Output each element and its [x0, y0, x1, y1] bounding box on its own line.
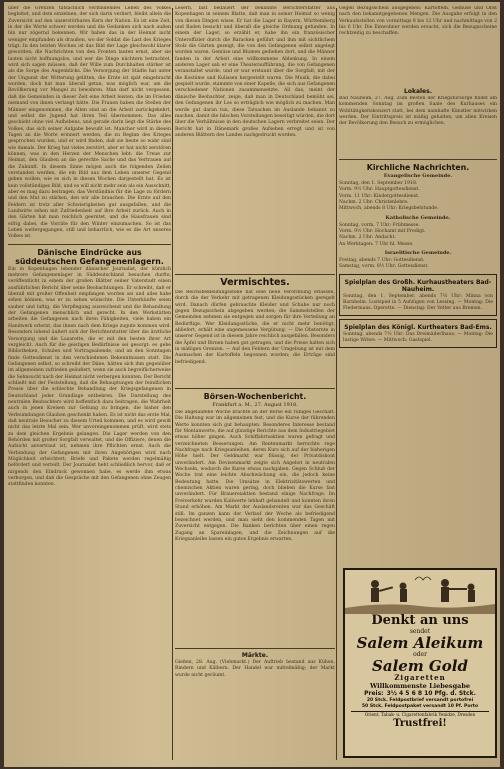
column-rule — [336, 8, 337, 760]
ad-prices: 3½ 4 5 6 8 10 Pfg. d. Stck. — [386, 690, 476, 697]
service-line: Samstag, vorm. 8½ Uhr: Gottesdienst. — [339, 264, 429, 270]
theater-listing-nauheim — [339, 274, 497, 316]
theater-headline: Spielplan des Großh. Kurhaustheaters Bad-Nauheim. — [344, 278, 492, 293]
service-line: Nachm. 2 Uhr: Christenlehre. — [339, 200, 409, 206]
service-line: Mittwoch, abends 8 Uhr: Kriegsbetstunde. — [339, 206, 439, 212]
soldiers-illustration — [345, 570, 495, 614]
ad-offer: 50 Stck. Feldpostpaket versandt 10 Pf. Porto — [361, 704, 479, 709]
divider — [339, 159, 497, 160]
headline-vermischtes: Vermischtes. — [220, 277, 290, 288]
newspaper-page — [4, 2, 500, 767]
article-text-vermischtes: Die Reichsbekleidungsstelle hat eine neue Verordnung erlassen, durch die der Verkehr mit getragenen Kleidungsstücken geregelt wird. Danach dürfen gebrauchte Kleider und Schuhe nur noch gegen Bezugsschein abgegeben werden; die Sammelstellen der Gemeinden nehmen sie entgegen und sorgen für ihre Verteilung an Bedürftige. Wer Kleidungsstücke, die er nicht mehr benötigt, abliefert, erhält eine angemessene Vergütung. — Die Obsternte in unserer Gegend ist in diesem Jahre reichlich ausgefallen. Besonders die Äpfel und Birnen haben gut getragen, und die Preise halten sich in mäßigen Grenzen. — Auf den Feldern der Umgebung ist mit dem Ausmachen der Kartoffeln begonnen worden; die Erträge sind befriedigend. — [175, 290, 335, 365]
subhead-evangelisch: Evangelische Gemeinde. — [383, 173, 453, 179]
headline-markt: Börsen-Wochenbericht. — [203, 392, 307, 401]
article-text-top: über die Grenzen tatsächlich verbindendes Leben des Volkes begleitet, und dem einzelnen, der sich darin verliert, bleibt allein die Zuversicht auf den unzerstörbaren Kern der Nation. Es ist eine Zeit, in der die Worte schwer werden und die Gedanken sich nach außen hin nur zögernd bekennen. Wir haben das in der Heimat nicht weniger empfunden als draußen, wo der Soldat die Last des Krieges trägt. In den letzten Wochen ist das Bild der Lage gleichwohl klarer geworden; die Nachrichten von den Fronten lauten ernst, aber sie lauten nicht hoffnungslos, und wer die Dinge nüchtern betrachtet, wird sich sagen müssen, daß der Wille zum Durchhalten stärker ist als die Sorge des Augenblicks. Die Versorgung der Städte hat unter der Ungunst der Witterung gelitten, die Ernte ist spät eingebracht worden, doch hat man überall getan, was möglich war, um die Bevölkerung vor Mangel zu bewahren. Man darf nicht vergessen, daß die Gemeinden in dieser Zeit eine Arbeit leisten, die im Frieden niemand von ihnen verlangt hätte. Die Frauen haben die Stellen der Männer eingenommen, die Alten sind an die Arbeit zurückgekehrt, und selbst die Jugend hat ihren Teil übernommen. Das alles geschieht ohne viel Aufhebens, und gerade darin liegt die Stärke des Volkes, das sich seiner Aufgabe bewußt ist. Mancher wird in diesen Tagen an die Worte erinnert werden, die zu Beginn des Krieges gesprochen wurden, und er wird finden, daß sie heute so wahr sind wie damals. Der Krieg hat vieles zerstört, aber er hat nicht zerstören können, was in den Herzen der Menschen lebt: die Treue zur Heimat, den Glauben an die gerechte Sache und das Vertrauen auf die Zukunft. In diesem Sinne mögen auch die folgenden Zeilen verstanden werden, die ein Bild aus dem Leben unserer Gegend geben wollen, wie es sich in diesen Wochen dargestellt hat. Es ist kein vollständiges Bild, und es will nicht mehr sein als ein Ausschnitt, aber es mag dazu beitragen, das Verständnis für die Lage zu fördern und den Mut zu stärken, den wir alle brauchen. Die Ernte auf den Feldern ist trotz aller Schwierigkeiten gut ausgefallen, und die Landwirte sehen mit Zufriedenheit auf ihre Arbeit zurück. Auch in den Gärten hat man reichlich geerntet, und die Hausfrauen sind eifrig dabei, die Vorräte für den Winter einzumachen. So ist das Leben weitergegangen, still und beharrlich, wie es die Art unseres Volkes ist. — [8, 6, 171, 240]
ad-slogan: Trustfrei! — [393, 718, 447, 729]
divider — [8, 244, 171, 245]
divider — [175, 388, 335, 389]
headline-maerkte: Märkte. — [241, 652, 269, 659]
ad-brand-aleikum: Salem Aleikum — [356, 634, 484, 652]
service-line: Freitag, abends 7 Uhr: Gottesdienst. — [339, 258, 425, 264]
service-list — [339, 223, 497, 248]
service-list — [339, 258, 497, 271]
column-right — [339, 6, 497, 763]
ad-product: Zigaretten — [394, 673, 446, 682]
subhead-katholisch: Katholische Gemeinde. — [385, 214, 451, 221]
theater-text: Sonntag, den 1. September, abends 7½ Uhr: Minna von Barnhelm. Lustspiel in 5 Aufzügen von Lessing. — Montag: Die Fledermaus. Operette. — Dienstag: Der Vetter aus Bremen. — [343, 293, 493, 312]
column-middle — [175, 6, 335, 763]
theater-listing-ems — [339, 319, 497, 348]
ad-sendet: sendet — [409, 628, 431, 635]
divider — [175, 274, 335, 275]
ad-gift: Willkommenste Liebesgabe — [369, 682, 471, 690]
column-rule — [172, 8, 173, 760]
ad-headline: Denkt an uns — [371, 613, 469, 628]
article-text-eindruecke: Ein in Kopenhagen lebender dänischer Journalist, der kürzlich mehrere Gefangenenlager in Süddeutschland besuchen durfte, veröffentlicht in einem der großen Blätter seiner Vaterstadt einen ausführlichen Bericht über seine Beobachtungen. Er schreibt, daß er überall mit großer Offenheit empfangen worden sei und alles habe sehen können, was er zu sehen wünschte. Die Unterkünfte seien sauber und luftig, die Verpflegung ausreichend und die Behandlung der Gefangenen menschlich und gerecht. In den Werkstätten arbeiten die Gefangenen nach ihren Fähigkeiten, viele haben ein Handwerk erlernt, das ihnen nach dem Kriege zugute kommen wird. Besonders lobend äußert sich der Berichterstatter über die ärztliche Versorgung und die Lazarette, die er mit den besten ihrer Art vergleicht. Auch für die geistigen Bedürfnisse sei gesorgt: es gebe Bibliotheken, Schulen und Vortragsabende, und an den Sonntagen finde Gottesdienst in den verschiedenen Bekenntnissen statt. Die Gefangenen selbst, so schreibt der Däne, hätten sich ihm gegenüber im allgemeinen zufrieden geäußert, wenn sie auch begreiflicherweise die Sehnsucht nach der Heimat nicht verbergen konnten. Der Bericht schließt mit der Feststellung, daß die Behauptungen der feindlichen Presse über die schlechte Behandlung der Kriegsgefangenen in Deutschland jeder Grundlage entbehren. Die Darstellung des neutralen Beobachters wird hoffentlich dazu beitragen, die Wahrheit auch in jenen Kreisen zur Geltung zu bringen, die bisher den Verleumdungen Glauben geschenkt haben. Es ist nicht das erste Mal, daß neutrale Besucher zu diesem Urteil kommen, und es wird gewiß nicht das letzte Mal sein. Wer unvoreingenommen prüft, wird stets zu dem gleichen Ergebnis gelangen. Die Lager werden von den Behörden mit großer Sorgfalt verwaltet, und die Offiziere, denen die Aufsicht anvertraut ist, nehmen ihre Pflichten ernst. Auch die Verbindung der Gefangenen mit ihren Angehörigen wird nach Möglichkeit erleichtert; Briefe und Pakete werden regelmäßig befördert und verteilt. Der Journalist hebt schließlich hervor, daß er nirgends den Eindruck gewonnen habe, es werde ihm etwas verborgen, und daß die Gespräche mit den Gefangenen ohne Zeugen stattfinden konnten. — [8, 266, 171, 488]
column-left — [8, 6, 171, 763]
article-text-lokales: Bad Nauheim, 27. Aug. Zum Besten der Kriegsfürsorge findet am kommenden Sonntag im großen Saale des Kurhauses ein Wohltätigkeitskonzert statt, bei dem namhafte Künstler mitwirken werden. Der Eintrittspreis ist mäßig gehalten, um allen Kreisen der Bevölkerung den Besuch zu ermöglichen. — [339, 96, 497, 127]
ad-price-row — [345, 690, 495, 698]
ad-brand-gold: Salem Gold — [372, 657, 468, 675]
service-line: Nachm. 2 Uhr: Andacht. — [339, 235, 396, 241]
cigarette-advertisement — [343, 568, 497, 758]
divider — [175, 648, 335, 649]
article-text-top: Lesern, fast bedauert der bekannte Berichterstatter aus Kopenhagen in seinem Blatte, daß man in seiner Heimat so wenig von diesen Dingen wisse. Er hat die Lager in Bayern, Württemberg und Baden besucht und überall die gleiche Ordnung gefunden. In einem der Lager, so erzählt er, habe ihn ein französischer Unteroffizier durch die Baracken geführt und ihm mit sichtlichem Stolz die Gärten gezeigt, die von den Gefangenen selbst angelegt worden waren. Gemüse und Blumen gediehen dort, und die Männer fanden in der Arbeit eine willkommene Ablenkung. In einem anderen Lager sah er eine Theateraufführung, die von Gefangenen veranstaltet wurde, und er war erstaunt über die Sorgfalt, mit der die Kostüme und Kulissen hergestellt waren. Die Musik, die dabei gespielt wurde, stammte von einer Kapelle, die sich aus Gefangenen verschiedener Nationen zusammensetzte. All das, meint der dänische Beobachter, zeige, daß man in Deutschland bemüht sei, den Gefangenen ihr Los so erträglich wie möglich zu machen. Man werde gut daran tun, diese Tatsachen im Auslande bekannt zu machen, damit die falschen Vorstellungen beseitigt würden, die dort über die Verhältnisse in den deutschen Lagern verbreitet seien. Der Bericht hat in Dänemark großes Aufsehen erregt und ist von anderen Blättern des Landes nachgedruckt worden. — [175, 6, 335, 138]
service-line: Sonntag, den 1. September 1918. — [339, 181, 418, 186]
headline-eindruecke: Dänische Eindrücke aus süddeutschen Gefangenenlagern. — [15, 247, 164, 266]
service-line: Vorm. 9½ Uhr: Hochamt mit Predigt. — [339, 229, 426, 235]
theater-headline: Spielplan des Königl. Kurtheaters Bad-Ems. — [344, 323, 492, 331]
subhead-israelitisch: Israelitische Gemeinde. — [384, 250, 452, 257]
article-text-maerkte: Gießen, 28. Aug. (Viehmarkt.) Der Auftrieb bestand aus Kühen, Rindern und Kälbern. Der Handel war mittelmäßig; der Markt wurde nicht geräumt. — [175, 660, 335, 678]
ad-offer: 20 Stck. Feldpostbrief versandt portofrei — [366, 698, 474, 703]
service-line: Sonntag, vorm. 7 Uhr: Frühmesse. — [339, 222, 420, 228]
headline-lokales: Lokales. — [404, 88, 432, 95]
notice-text: Gegen Bezugsschein ausgegeben: Kartoffeln, Gemüse und Obst nach den bekanntgegebenen Mengen. Die Ausgabe erfolgt in den Verkaufsstellen von vormittags 8 bis 12 Uhr und nachmittags von 2 bis 6 Uhr. Die Einwohner werden ersucht, sich die Bezugsscheine rechtzeitig zu beschaffen. — [339, 6, 497, 37]
theater-text: Sonntag, abends 7½ Uhr: Das Dreimäderlhaus. — Montag: Die lustige Witwe. — Mittwoch: Gastspiel. — [343, 331, 493, 344]
headline-kirchliche: Kirchliche Nachrichten. — [366, 163, 470, 172]
service-line: Vorm. 11 Uhr: Kindergottesdienst. — [339, 193, 420, 199]
ad-maker: Orient. Tabak- u. Cigarettenfabrik Yenidze, Dresden — [351, 711, 489, 718]
article-text-markt: Die abgelaufene Woche brachte an der Börse ein ruhiges Geschäft. Die Haltung war im allgemeinen fest, und die Kurse der führenden Werte konnten sich gut behaupten. Besonderes Interesse bestand für Montanwerte, die auf günstige Berichte aus dem Industriegebiet etwas höher gingen. Auch Schiffahrtsaktien waren gefragt und verzeichneten Besserungen. Am Rentenmarkt herrschte rege Nachfrage nach Kriegsanleihen, deren Kurs sich auf der bisherigen Höhe hielt. Der Geldmarkt war flüssig, der Privatdiskont unverändert. Am Devisenmarkt zeigte sich Angebot in neutralen Wechseln, wodurch die Kurse etwas nachgaben. Gegen Schluß der Woche trat eine leichte Abschwächung ein, die jedoch keine Bedeutung hatte. Die Umsätze in Elektrizitätswerten und chemischen Aktien waren gering, doch blieben die Kurse fast unverändert. Für Brauereiaktien bestand einige Nachfrage. Im Freiverkehr wurden Kaliwerte lebhaft gehandelt und konnten ihren Stand erhöhen. Am Markt der Auslandsrenten war das Geschäft still. Im ganzen kann der Verlauf der Woche als befriedigend bezeichnet werden, und man sieht den kommenden Tagen mit Zuversicht entgegen. Die Banken berichten über einen regen Zugang an Spareinlagen, und die Zeichnungen auf die Kriegsanleihe lassen ein gutes Ergebnis erwarten. — [175, 410, 335, 542]
ad-price-label: Preis: — [364, 690, 384, 697]
dateline: Frankfurt a. M., 27. August 1918. — [212, 402, 298, 408]
service-line: Vorm. 9½ Uhr: Hauptgottesdienst. — [339, 187, 420, 193]
service-list — [339, 181, 497, 213]
service-line: An Werktagen: 7 Uhr hl. Messe. — [339, 241, 414, 247]
ad-oder: oder — [413, 651, 427, 658]
